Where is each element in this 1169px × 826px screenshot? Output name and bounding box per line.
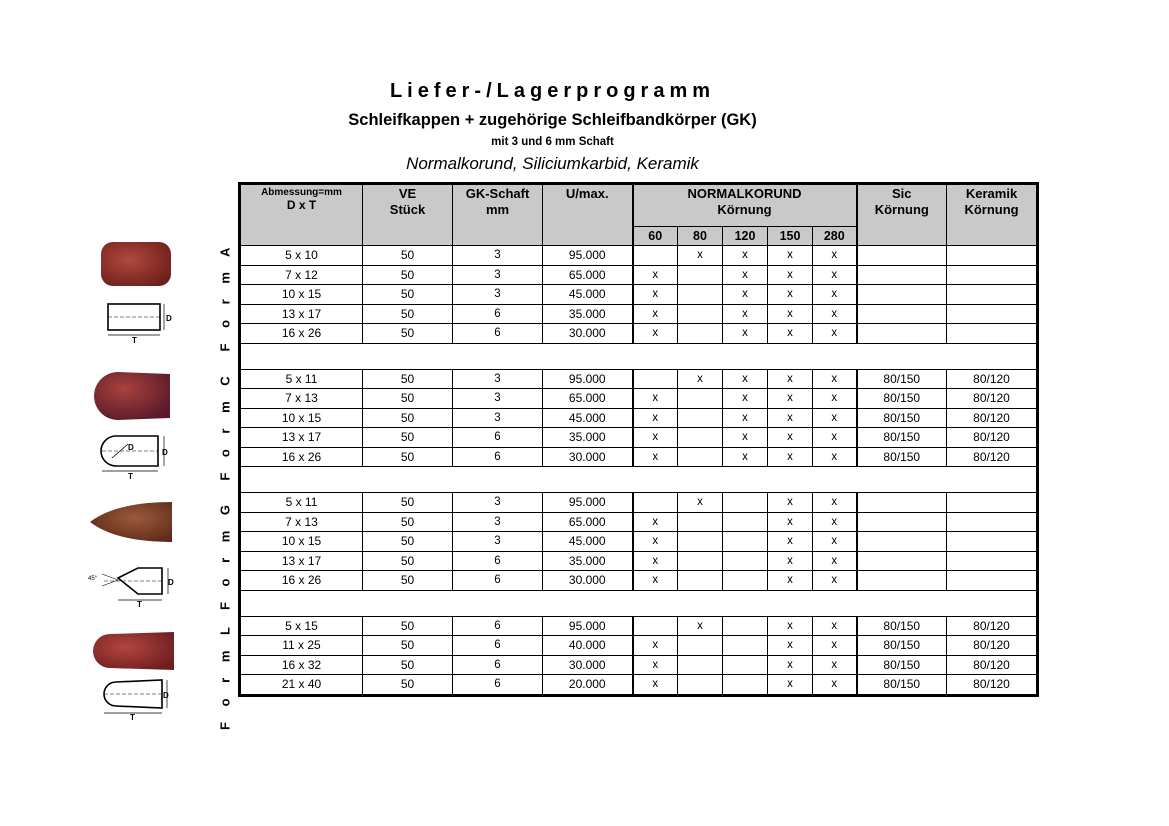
cell-g280: x <box>813 389 857 409</box>
table-row <box>241 304 1037 324</box>
form-label-c: F o r m C <box>217 370 233 481</box>
ker-label: Keramik <box>965 186 1018 201</box>
cell-g150: x <box>768 512 813 532</box>
cell-g280: x <box>813 408 857 428</box>
form-a-cap-photo <box>98 238 174 290</box>
cell-g80 <box>678 304 723 324</box>
shaft-note: mit 3 und 6 mm Schaft <box>491 136 614 148</box>
cell-g80 <box>678 655 723 675</box>
cell-g120: x <box>723 324 768 344</box>
cell-g80 <box>678 636 723 656</box>
cell-g120 <box>723 616 768 636</box>
cell-g80 <box>678 675 723 695</box>
cell-g80: x <box>678 369 723 389</box>
cell-ve: 50 <box>363 493 453 513</box>
ve-label: VE <box>398 186 417 201</box>
cell-g280: x <box>813 551 857 571</box>
cell-dim: 13 x 17 <box>241 304 363 324</box>
cell-sic: 80/150 <box>857 389 947 409</box>
cell-g60 <box>633 246 678 266</box>
separator-cell <box>241 590 1037 616</box>
cell-sic <box>857 551 947 571</box>
cell-sic: 80/150 <box>857 655 947 675</box>
cell-ve: 50 <box>363 655 453 675</box>
angle-label: 45° <box>88 576 98 582</box>
cell-g150: x <box>768 265 813 285</box>
cell-g80 <box>678 571 723 591</box>
cell-g150: x <box>768 428 813 448</box>
cell-g60: x <box>633 285 678 305</box>
nk-label: NORMALKORUND <box>687 186 802 201</box>
cell-g80 <box>678 265 723 285</box>
separator-cell <box>241 467 1037 493</box>
table-row <box>241 389 1037 409</box>
cell-g60 <box>633 493 678 513</box>
cell-dim: 10 x 15 <box>241 285 363 305</box>
cell-g150: x <box>768 675 813 695</box>
dim-t-label: T <box>132 336 137 344</box>
cell-ker <box>947 285 1037 305</box>
cell-dim: 5 x 11 <box>241 493 363 513</box>
cell-dim: 16 x 26 <box>241 571 363 591</box>
form-l-cap-photo <box>92 630 178 672</box>
cell-g280: x <box>813 512 857 532</box>
cell-g80: x <box>678 616 723 636</box>
cell-ker <box>947 304 1037 324</box>
cell-ker <box>947 512 1037 532</box>
cell-dim: 7 x 13 <box>241 512 363 532</box>
cell-dim: 7 x 13 <box>241 389 363 409</box>
cell-g150: x <box>768 369 813 389</box>
cell-g280: x <box>813 246 857 266</box>
cell-g80 <box>678 447 723 467</box>
cell-ker: 80/120 <box>947 447 1037 467</box>
table-row <box>241 408 1037 428</box>
cell-g120 <box>723 493 768 513</box>
cell-g280: x <box>813 428 857 448</box>
dim-d-label: D <box>168 578 174 587</box>
cell-g150: x <box>768 532 813 552</box>
cell-g150: x <box>768 655 813 675</box>
grit-header: 150 <box>768 227 813 246</box>
cell-ker <box>947 532 1037 552</box>
cell-sic: 80/150 <box>857 616 947 636</box>
cell-sic: 80/150 <box>857 675 947 695</box>
cell-u: 95.000 <box>543 493 633 513</box>
cell-g80 <box>678 551 723 571</box>
cell-sic: 80/150 <box>857 447 947 467</box>
cell-g150: x <box>768 636 813 656</box>
cell-g280: x <box>813 369 857 389</box>
dim-t-label: T <box>130 713 135 720</box>
cell-u: 45.000 <box>543 408 633 428</box>
dim-d-label: D <box>162 448 168 457</box>
cell-dim: 13 x 17 <box>241 551 363 571</box>
cell-g150: x <box>768 389 813 409</box>
cell-g80 <box>678 512 723 532</box>
cell-gk: 3 <box>453 265 543 285</box>
col-header-sic <box>857 185 947 246</box>
cell-g280: x <box>813 285 857 305</box>
cell-ker: 80/120 <box>947 408 1037 428</box>
table-row <box>241 636 1037 656</box>
cell-dim: 10 x 15 <box>241 408 363 428</box>
cell-ker: 80/120 <box>947 616 1037 636</box>
cell-ker: 80/120 <box>947 636 1037 656</box>
cell-g280: x <box>813 265 857 285</box>
cell-g60: x <box>633 304 678 324</box>
cell-g120: x <box>723 265 768 285</box>
cell-u: 65.000 <box>543 389 633 409</box>
cell-ker: 80/120 <box>947 369 1037 389</box>
cell-ve: 50 <box>363 408 453 428</box>
cell-u: 35.000 <box>543 551 633 571</box>
cell-gk: 3 <box>453 369 543 389</box>
sic-unit: Körnung <box>874 202 929 217</box>
ker-unit: Körnung <box>964 202 1019 217</box>
cell-ve: 50 <box>363 512 453 532</box>
nk-unit: Körnung <box>717 202 772 217</box>
cell-sic <box>857 265 947 285</box>
cell-g120: x <box>723 447 768 467</box>
cell-ker <box>947 571 1037 591</box>
cell-g120 <box>723 551 768 571</box>
cell-gk: 6 <box>453 324 543 344</box>
table-row <box>241 675 1037 695</box>
cell-g150: x <box>768 493 813 513</box>
cell-ve: 50 <box>363 428 453 448</box>
cell-u: 45.000 <box>543 532 633 552</box>
grit-header: 280 <box>813 227 857 246</box>
cell-dim: 10 x 15 <box>241 532 363 552</box>
cell-dim: 13 x 17 <box>241 428 363 448</box>
form-a-drawing <box>98 298 180 344</box>
cell-g120 <box>723 532 768 552</box>
cell-u: 30.000 <box>543 324 633 344</box>
col-header-abmessung <box>241 185 363 246</box>
col-header-keramik <box>947 185 1037 246</box>
cell-g80 <box>678 428 723 448</box>
cell-g60: x <box>633 636 678 656</box>
cell-sic <box>857 246 947 266</box>
materials-note: Normalkorund, Siliciumkarbid, Keramik <box>406 154 699 173</box>
table-row <box>241 571 1037 591</box>
cell-g120: x <box>723 246 768 266</box>
cell-sic: 80/150 <box>857 636 947 656</box>
cell-gk: 3 <box>453 512 543 532</box>
cell-ker: 80/120 <box>947 428 1037 448</box>
cell-g150: x <box>768 571 813 591</box>
table-row <box>241 265 1037 285</box>
cell-ker <box>947 246 1037 266</box>
cell-ve: 50 <box>363 551 453 571</box>
cell-g80 <box>678 532 723 552</box>
group-separator <box>241 343 1037 369</box>
cell-g150: x <box>768 616 813 636</box>
cell-gk: 3 <box>453 389 543 409</box>
table-row <box>241 447 1037 467</box>
cell-sic <box>857 532 947 552</box>
dim-d-label: D <box>166 314 172 323</box>
col-header-gk <box>453 185 543 246</box>
table-row <box>241 324 1037 344</box>
cell-g120 <box>723 512 768 532</box>
group-separator <box>241 467 1037 493</box>
table-row <box>241 551 1037 571</box>
cell-u: 65.000 <box>543 512 633 532</box>
page-subtitle: Schleifkappen + zugehörige Schleifbandkörper (GK) <box>348 111 757 129</box>
cell-u: 35.000 <box>543 304 633 324</box>
sic-label: Sic <box>892 186 912 201</box>
cell-g60: x <box>633 324 678 344</box>
cell-dim: 11 x 25 <box>241 636 363 656</box>
cell-g120: x <box>723 389 768 409</box>
form-c-cap-photo <box>90 368 176 424</box>
gk-label: GK-Schaft <box>465 186 530 201</box>
table-row <box>241 655 1037 675</box>
cell-g60: x <box>633 389 678 409</box>
cell-ve: 50 <box>363 571 453 591</box>
cell-g60 <box>633 616 678 636</box>
cell-u: 30.000 <box>543 571 633 591</box>
cell-g120: x <box>723 369 768 389</box>
cell-g80 <box>678 324 723 344</box>
cell-g80 <box>678 408 723 428</box>
cell-sic <box>857 493 947 513</box>
cell-g120 <box>723 636 768 656</box>
cell-g280: x <box>813 675 857 695</box>
cell-dim: 16 x 26 <box>241 447 363 467</box>
cell-sic <box>857 324 947 344</box>
cell-u: 95.000 <box>543 369 633 389</box>
cell-ve: 50 <box>363 675 453 695</box>
table-row <box>241 493 1037 513</box>
gk-unit: mm <box>485 202 510 217</box>
cell-sic: 80/150 <box>857 369 947 389</box>
cell-ve: 50 <box>363 389 453 409</box>
cell-gk: 6 <box>453 616 543 636</box>
separator-cell <box>241 343 1037 369</box>
cell-g60: x <box>633 571 678 591</box>
cell-ve: 50 <box>363 246 453 266</box>
cell-gk: 3 <box>453 493 543 513</box>
dim-t-label: T <box>128 472 133 480</box>
cell-g280: x <box>813 304 857 324</box>
cell-g80: x <box>678 246 723 266</box>
cell-g60: x <box>633 532 678 552</box>
cell-g150: x <box>768 246 813 266</box>
cell-g150: x <box>768 408 813 428</box>
cell-ker <box>947 265 1037 285</box>
cell-u: 30.000 <box>543 655 633 675</box>
cell-gk: 6 <box>453 655 543 675</box>
form-label-g: F o r m G <box>217 498 233 611</box>
cell-g60: x <box>633 408 678 428</box>
cell-gk: 6 <box>453 571 543 591</box>
cell-g280: x <box>813 324 857 344</box>
cell-gk: 6 <box>453 675 543 695</box>
cell-u: 95.000 <box>543 616 633 636</box>
cell-gk: 3 <box>453 408 543 428</box>
cell-g120 <box>723 675 768 695</box>
cell-u: 40.000 <box>543 636 633 656</box>
cell-g80 <box>678 285 723 305</box>
cell-gk: 6 <box>453 304 543 324</box>
grit-header: 60 <box>633 227 678 246</box>
cell-ve: 50 <box>363 636 453 656</box>
cell-dim: 5 x 15 <box>241 616 363 636</box>
cell-ve: 50 <box>363 285 453 305</box>
cell-dim: 7 x 12 <box>241 265 363 285</box>
cell-g60: x <box>633 265 678 285</box>
table-row <box>241 246 1037 266</box>
cell-dim: 16 x 26 <box>241 324 363 344</box>
form-c-drawing <box>88 428 180 480</box>
cell-dim: 5 x 11 <box>241 369 363 389</box>
table-row <box>241 285 1037 305</box>
table-row <box>241 369 1037 389</box>
cell-sic <box>857 304 947 324</box>
form-label-l: F o r m L <box>217 621 233 730</box>
cell-ve: 50 <box>363 616 453 636</box>
product-table <box>240 184 1037 695</box>
cell-g150: x <box>768 285 813 305</box>
cell-dim: 16 x 32 <box>241 655 363 675</box>
cell-g120 <box>723 571 768 591</box>
cell-gk: 3 <box>453 532 543 552</box>
cell-g60: x <box>633 512 678 532</box>
cell-sic: 80/150 <box>857 408 947 428</box>
cell-sic <box>857 571 947 591</box>
cell-gk: 6 <box>453 551 543 571</box>
table-row <box>241 428 1037 448</box>
dim-d-label: D <box>128 443 134 452</box>
cell-ve: 50 <box>363 304 453 324</box>
cell-sic <box>857 285 947 305</box>
cell-g150: x <box>768 304 813 324</box>
cell-ve: 50 <box>363 532 453 552</box>
u-label: U/max. <box>565 186 609 201</box>
cell-ker: 80/120 <box>947 389 1037 409</box>
dim-t-label: T <box>137 600 142 608</box>
cell-u: 65.000 <box>543 265 633 285</box>
table-row <box>241 512 1037 532</box>
cell-ve: 50 <box>363 265 453 285</box>
cell-gk: 6 <box>453 636 543 656</box>
col-header-ve <box>363 185 453 246</box>
cell-g80 <box>678 389 723 409</box>
cell-g60: x <box>633 655 678 675</box>
cell-g280: x <box>813 493 857 513</box>
cell-g280: x <box>813 447 857 467</box>
cell-ker <box>947 493 1037 513</box>
cell-g280: x <box>813 636 857 656</box>
cell-g80: x <box>678 493 723 513</box>
cell-sic <box>857 512 947 532</box>
form-label-a: F o r m A <box>217 241 233 352</box>
grit-header: 120 <box>723 227 768 246</box>
grit-header: 80 <box>678 227 723 246</box>
ve-unit: Stück <box>389 202 426 217</box>
table-row <box>241 532 1037 552</box>
cell-g150: x <box>768 551 813 571</box>
cell-ker <box>947 551 1037 571</box>
cell-g60: x <box>633 551 678 571</box>
cell-dim: 5 x 10 <box>241 246 363 266</box>
cell-g280: x <box>813 655 857 675</box>
cell-u: 35.000 <box>543 428 633 448</box>
cell-g60: x <box>633 447 678 467</box>
cell-dim: 21 x 40 <box>241 675 363 695</box>
group-separator <box>241 590 1037 616</box>
col-header-normalkorund <box>633 185 857 227</box>
cell-g150: x <box>768 324 813 344</box>
cell-u: 45.000 <box>543 285 633 305</box>
form-g-drawing <box>84 556 182 608</box>
cell-u: 30.000 <box>543 447 633 467</box>
cell-g60: x <box>633 428 678 448</box>
table-row <box>241 616 1037 636</box>
cell-g150: x <box>768 447 813 467</box>
cell-gk: 3 <box>453 246 543 266</box>
cell-g120: x <box>723 408 768 428</box>
dim-d-label: D <box>163 691 169 700</box>
cell-u: 95.000 <box>543 246 633 266</box>
cell-g60 <box>633 369 678 389</box>
cell-g60: x <box>633 675 678 695</box>
abmessung-unit: D x T <box>286 198 317 212</box>
col-header-u <box>543 185 633 246</box>
cell-sic: 80/150 <box>857 428 947 448</box>
cell-u: 20.000 <box>543 675 633 695</box>
cell-g120: x <box>723 285 768 305</box>
cell-ve: 50 <box>363 447 453 467</box>
cell-g280: x <box>813 532 857 552</box>
cell-ve: 50 <box>363 324 453 344</box>
cell-ker: 80/120 <box>947 675 1037 695</box>
cell-g120 <box>723 655 768 675</box>
cell-g280: x <box>813 571 857 591</box>
cell-g120: x <box>723 304 768 324</box>
cell-ker <box>947 324 1037 344</box>
cell-gk: 6 <box>453 447 543 467</box>
form-l-drawing <box>96 676 180 720</box>
cell-ker: 80/120 <box>947 655 1037 675</box>
cell-g280: x <box>813 616 857 636</box>
abmessung-label: Abmessung=mm <box>261 187 342 198</box>
page-title: Liefer-/Lagerprogramm <box>389 80 716 102</box>
cell-ve: 50 <box>363 369 453 389</box>
cell-g120: x <box>723 428 768 448</box>
cell-gk: 3 <box>453 285 543 305</box>
cell-gk: 6 <box>453 428 543 448</box>
form-g-cap-photo <box>86 498 178 546</box>
